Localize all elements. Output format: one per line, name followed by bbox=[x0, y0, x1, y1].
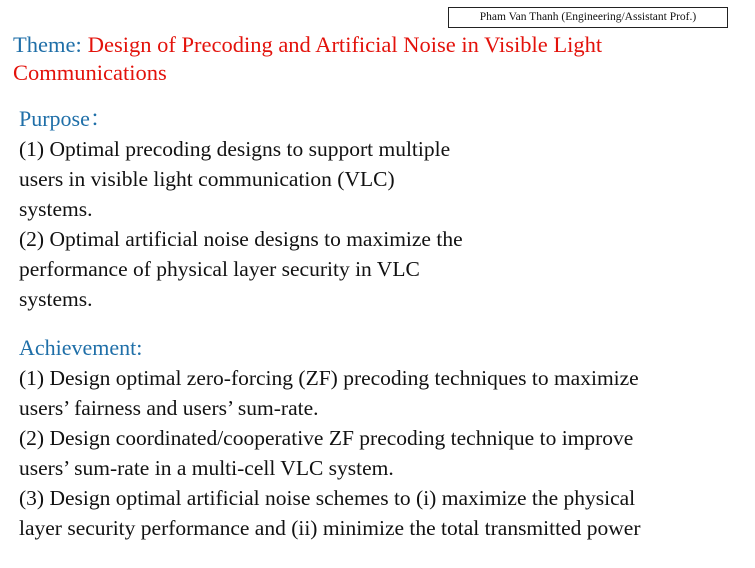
achievement-heading: Achievement: bbox=[19, 335, 143, 360]
theme-label: Theme bbox=[13, 32, 76, 57]
theme-header bbox=[13, 31, 713, 87]
achievement-line: (1) Design optimal zero-forcing (ZF) precoding techniques to maximize bbox=[19, 366, 639, 390]
achievement-section bbox=[19, 333, 640, 543]
purpose-heading: Purpose： bbox=[19, 106, 112, 131]
achievement-line: users’ sum-rate in a multi-cell VLC system. bbox=[19, 456, 394, 480]
theme-title: Design of Precoding and Artificial Noise in Visible Light Communications bbox=[13, 32, 603, 85]
achievement-line: layer security performance and (ii) minimize the total transmitted power bbox=[19, 516, 641, 540]
purpose-line: systems. bbox=[19, 287, 93, 311]
purpose-line: performance of physical layer security in VLC bbox=[19, 257, 420, 281]
achievement-line: users’ fairness and users’ sum-rate. bbox=[19, 396, 319, 420]
purpose-section bbox=[19, 104, 463, 314]
purpose-line: systems. bbox=[19, 197, 93, 221]
purpose-line: users in visible light communication (VLC) bbox=[19, 167, 395, 191]
purpose-line: (2) Optimal artificial noise designs to maximize the bbox=[19, 227, 463, 251]
achievement-line: (3) Design optimal artificial noise schemes to (i) maximize the physical bbox=[19, 486, 636, 510]
purpose-line: (1) Optimal precoding designs to support multiple bbox=[19, 137, 451, 161]
theme-separator: : bbox=[75, 32, 82, 57]
achievement-line: (2) Design coordinated/cooperative ZF precoding technique to improve bbox=[19, 426, 634, 450]
author-box: Pham Van Thanh (Engineering/Assistant Prof.) bbox=[448, 7, 728, 28]
